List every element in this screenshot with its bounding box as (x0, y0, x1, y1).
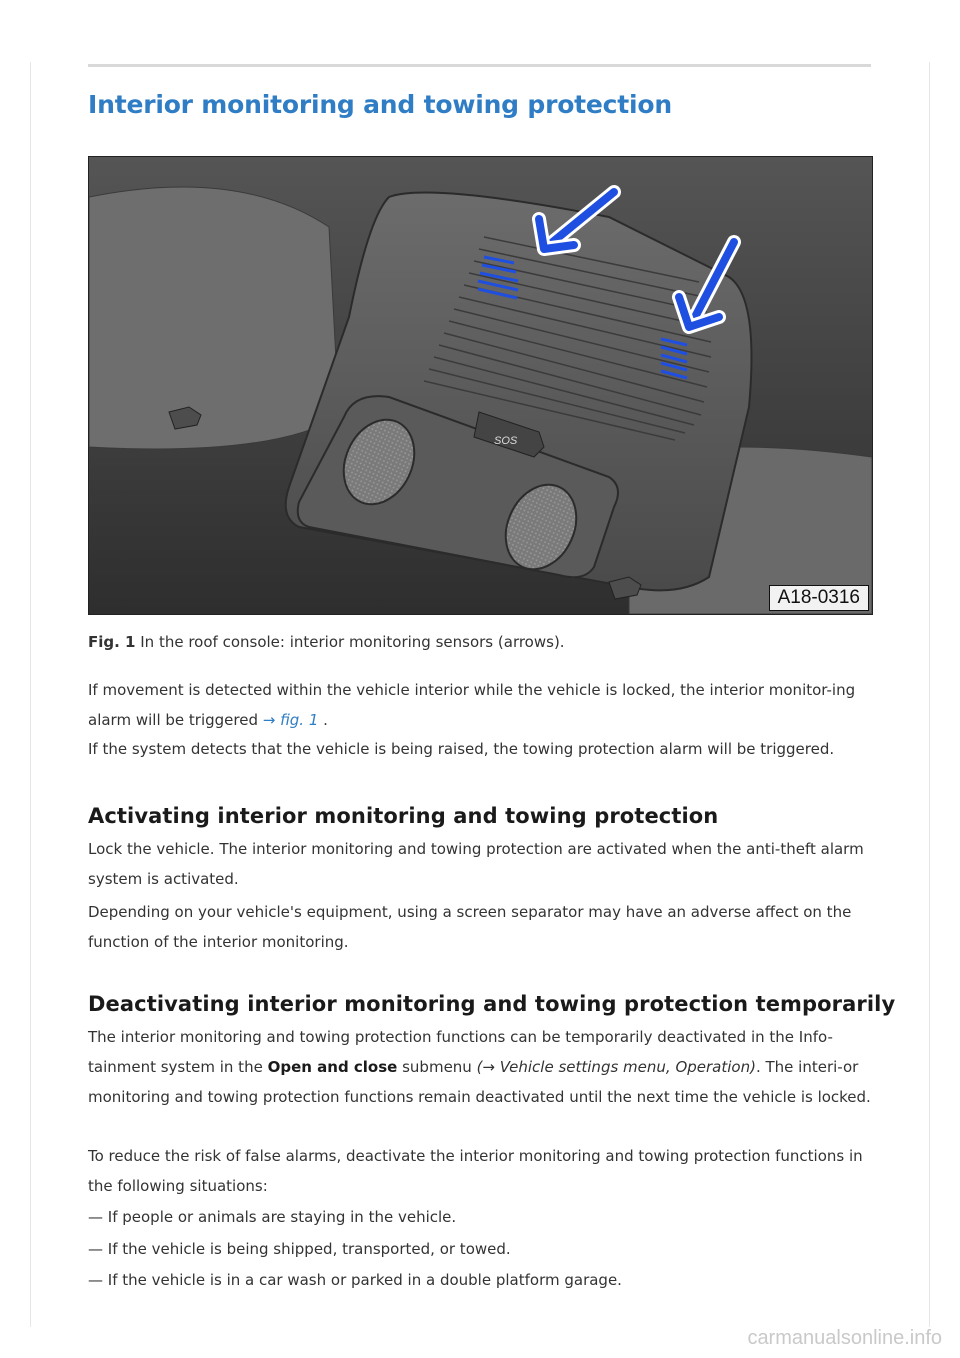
fig-1-link[interactable]: → fig. 1 (262, 711, 319, 729)
vehicle-settings-menu-link[interactable]: (→ Vehicle settings menu, Operation) (476, 1058, 756, 1076)
page-border-right (929, 62, 930, 1327)
activating-heading: Activating interior monitoring and towing protection (88, 804, 719, 828)
figure-caption-text: In the roof console: interior monitoring sensors (arrows). (135, 633, 565, 651)
deactivating-heading: Deactivating interior monitoring and towing protection temporarily (88, 992, 896, 1016)
figure-caption (88, 633, 565, 651)
roof-console-illustration (89, 157, 872, 614)
list-item: — If people or animals are staying in the vehicle. (88, 1208, 457, 1226)
list-item: — If the vehicle is being shipped, transported, or towed. (88, 1240, 511, 1258)
deactivating-paragraph-1 (88, 1022, 873, 1112)
intro-paragraph-1-text: If movement is detected within the vehicle interior while the vehicle is locked, the interior monitor-ing alarm will be triggered (88, 681, 856, 729)
deactivating-paragraph-2: To reduce the risk of false alarms, deactivate the interior monitoring and towing protection functions in the following situations: (88, 1147, 863, 1195)
intro-paragraph-1 (88, 675, 873, 735)
top-divider (88, 64, 871, 67)
watermark: carmanualsonline.info (747, 1327, 942, 1349)
svg-text:SOS: SOS (494, 435, 518, 447)
intro-paragraph-1-end: . (318, 711, 328, 729)
deactivating-paragraph-1-mid: submenu (397, 1058, 477, 1076)
open-and-close-term: Open and close (267, 1058, 398, 1076)
figure-code-label: A18-0316 (769, 585, 869, 611)
page-title: Interior monitoring and towing protection (88, 90, 672, 119)
intro-paragraph-2: If the system detects that the vehicle is being raised, the towing protection alarm will be triggered. (88, 740, 835, 758)
activating-paragraph-1: Lock the vehicle. The interior monitoring and towing protection are activated when the anti-theft alarm system is activated. (88, 840, 864, 888)
figure-caption-label: Fig. 1 (88, 633, 136, 651)
page-border-left (30, 62, 31, 1327)
roof-console-figure (88, 156, 873, 615)
deactivating-paragraph-1-end: . The interi-or monitoring and towing protection functions remain deactivated until the next time the vehicle is locked. (88, 1058, 871, 1106)
list-item: — If the vehicle is in a car wash or parked in a double platform garage. (88, 1271, 622, 1289)
deactivating-paragraph-1-start: The interior monitoring and towing protection functions can be temporarily deactivated in the Info-tainment system in the (88, 1028, 833, 1076)
activating-paragraph-2: Depending on your vehicle's equipment, using a screen separator may have an adverse affect on the function of the interior monitoring. (88, 903, 852, 951)
